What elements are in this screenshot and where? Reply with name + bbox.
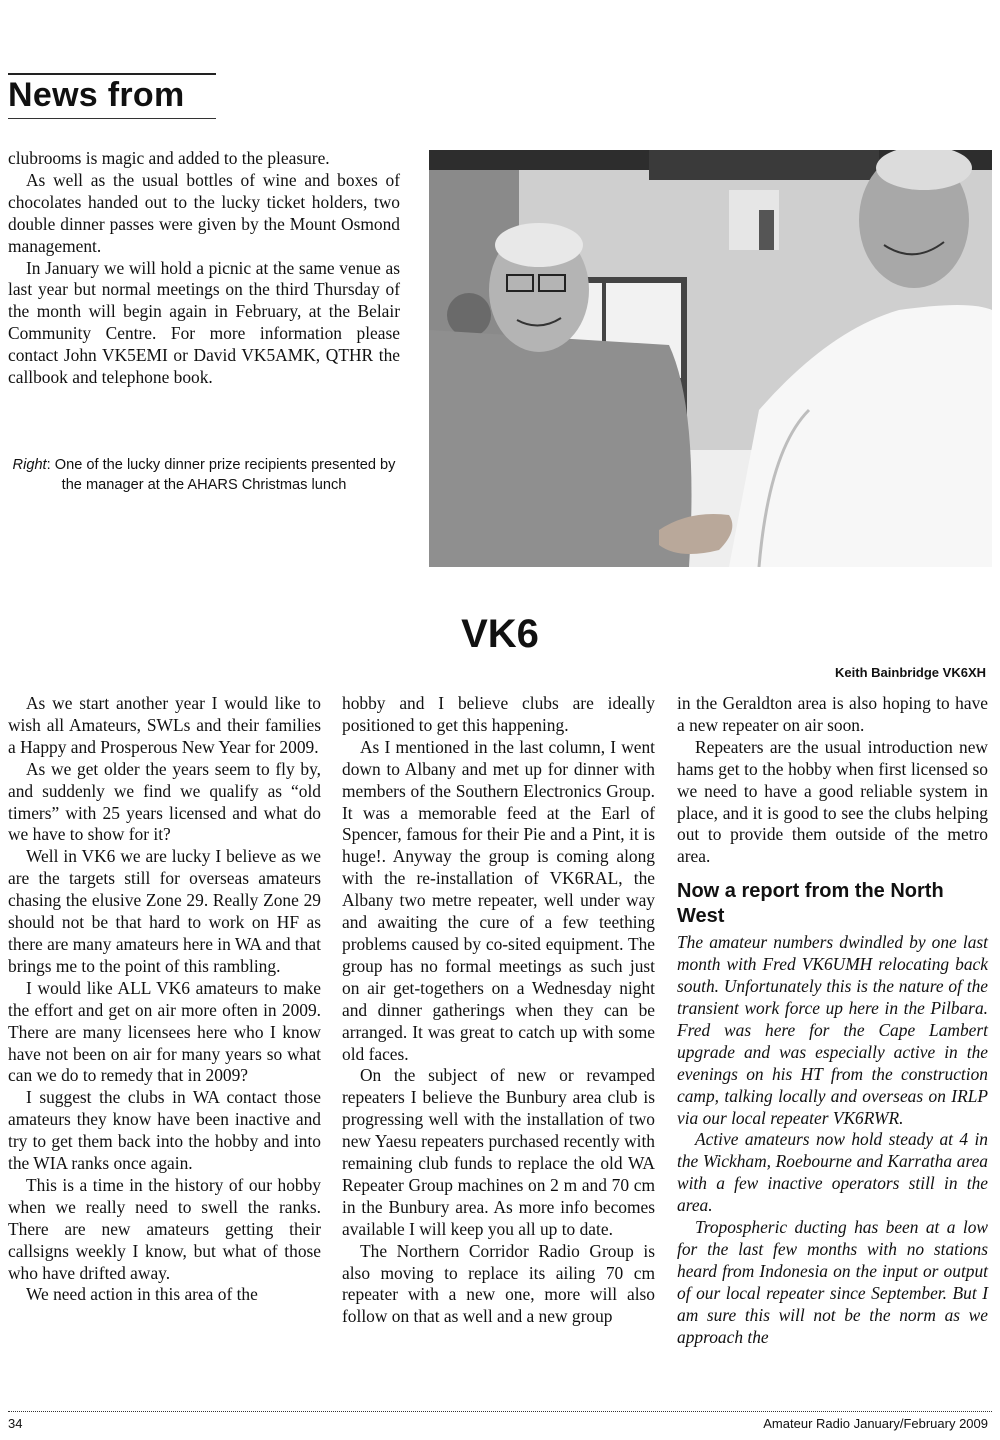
intro-block <box>8 148 400 389</box>
paragraph: This is a time in the history of our hobby when we really need to swell the ranks. There are new amateurs getting their callsigns weekly I know, but what of those who have drifted away. <box>8 1174 321 1283</box>
north-west-report <box>677 932 988 1348</box>
paragraph: Well in VK6 we are lucky I believe as we are the targets still for overseas amateurs chasing the elusive Zone 29. Really Zone 29 should not be that hard to work on HF as there are many amateurs here in WA and that brings me to the point of this rambling. <box>8 846 321 976</box>
event-photo <box>429 150 992 567</box>
paragraph: As I mentioned in the last column, I went down to Albany and met up for dinner with members of the Southern Electronics Group. It was a memorable feed at the Earl of Spencer, famous for their Pie and a Pint, it is huge!. Anyway the group is coming along with the re-installation of VK6RAL, the Albany two metre repeater, well under way and awaiting the cure of a few teething problems caused by co-sited equipment. The group has no formal meetings as such just on air get-togethers on a Wednesday night and dinner gatherings when they can be arranged. It was great to catch up with some old faces. <box>342 736 655 1064</box>
header-rule-bottom <box>8 118 216 119</box>
caption-text: : One of the lucky dinner prize recipients presented by the manager at the AHARS Christmas lunch <box>46 457 396 493</box>
author-byline: Keith Bainbridge VK6XH <box>835 665 986 680</box>
page-number: 34 <box>8 1416 23 1431</box>
intro-paragraph: As well as the usual bottles of wine and boxes of chocolates handed out to the lucky ticket holders, two double dinner passes were given by the Mount Osmond management. <box>8 169 400 256</box>
photo-caption <box>8 455 400 495</box>
paragraph: As we start another year I would like to wish all Amateurs, SWLs and their families a Happy and Prosperous New Year for 2009. <box>8 693 321 757</box>
caption-lead: Right <box>12 457 47 473</box>
paragraph: We need action in this area of the <box>26 1284 258 1305</box>
intro-paragraph: In January we will hold a picnic at the same venue as last year but normal meetings on the third Thursday of the month will begin again in February, at the Belair Community Centre. For more information please contact John VK5EMI or David VK5AMK, QTHR the callbook and telephone book. <box>8 257 400 388</box>
vk6-heading: VK6 <box>461 612 539 656</box>
paragraph: The Northern Corridor Radio Group is also moving to replace its ailing 70 cm repeater with a new one, more will also follow on that as well and a new group <box>342 1240 655 1327</box>
paragraph: The amateur numbers dwindled by one last month with Fred VK6UMH relocating back south. Unfortunately this is the nature of the transient work force up here in the Pilbara. Fred was here for the Cape Lambert upgrade and was especially active in the evenings on his HT from the construction camp, talking locally and overseas on IRLP via our local repeater VK6RWR. <box>677 932 988 1128</box>
paragraph: As we get older the years seem to fly by, and suddenly we find we qualify as “old timers” with 25 years licensed and what do we have to show for it? <box>8 758 321 845</box>
paragraph: On the subject of new or revamped repeaters I believe the Bunbury area club is progressing well with the installation of two new Yaesu repeaters purchased recently with remaining club funds to replace the old WA Repeater Group machines on 2 m and 70 cm in the Bunbury area. As more info becomes available I will keep you all up to date. <box>342 1065 655 1239</box>
photo-illustration <box>429 150 992 567</box>
paragraph: I suggest the clubs in WA contact those amateurs they know have been inactive and try to get them back into the hobby and into the WIA ranks once again. <box>8 1087 321 1174</box>
article-column-2 <box>342 693 655 1328</box>
paragraph: hobby and I believe clubs are ideally positioned to get this happening. <box>342 693 655 735</box>
paragraph: Repeaters are the usual introduction new hams get to the hobby when first licensed so we need to have a good reliable system in place, and it is good to see the clubs helping out to provide them outside of the metro area. <box>677 736 988 867</box>
article-column-3 <box>677 693 988 1348</box>
article-column-1 <box>8 693 321 1306</box>
paragraph: I would like ALL VK6 amateurs to make the effort and get on air more often in 2009. There are many licensees here who I know have not been on air for many years so what can we do to remedy that in 2009? <box>8 977 321 1086</box>
footer-rule <box>8 1411 992 1412</box>
paragraph: in the Geraldton area is also hoping to have a new repeater on air soon. <box>677 693 988 735</box>
north-west-subheading: Now a report from the North West <box>677 880 944 928</box>
section-title: News from <box>8 76 185 114</box>
header-rule-top <box>8 73 216 75</box>
paragraph: Active amateurs now hold steady at 4 in the Wickham, Roebourne and Karratha area with a few inactive operators still in the area. <box>677 1129 988 1216</box>
paragraph: Tropospheric ducting has been at a low for the last few months with no stations heard from Indonesia on the input or output of our local repeater since September. But I am sure this will not be the norm as we approach the <box>677 1217 988 1347</box>
publication-name: Amateur Radio January/February 2009 <box>763 1416 988 1431</box>
intro-paragraph: clubrooms is magic and added to the pleasure. <box>8 148 330 168</box>
